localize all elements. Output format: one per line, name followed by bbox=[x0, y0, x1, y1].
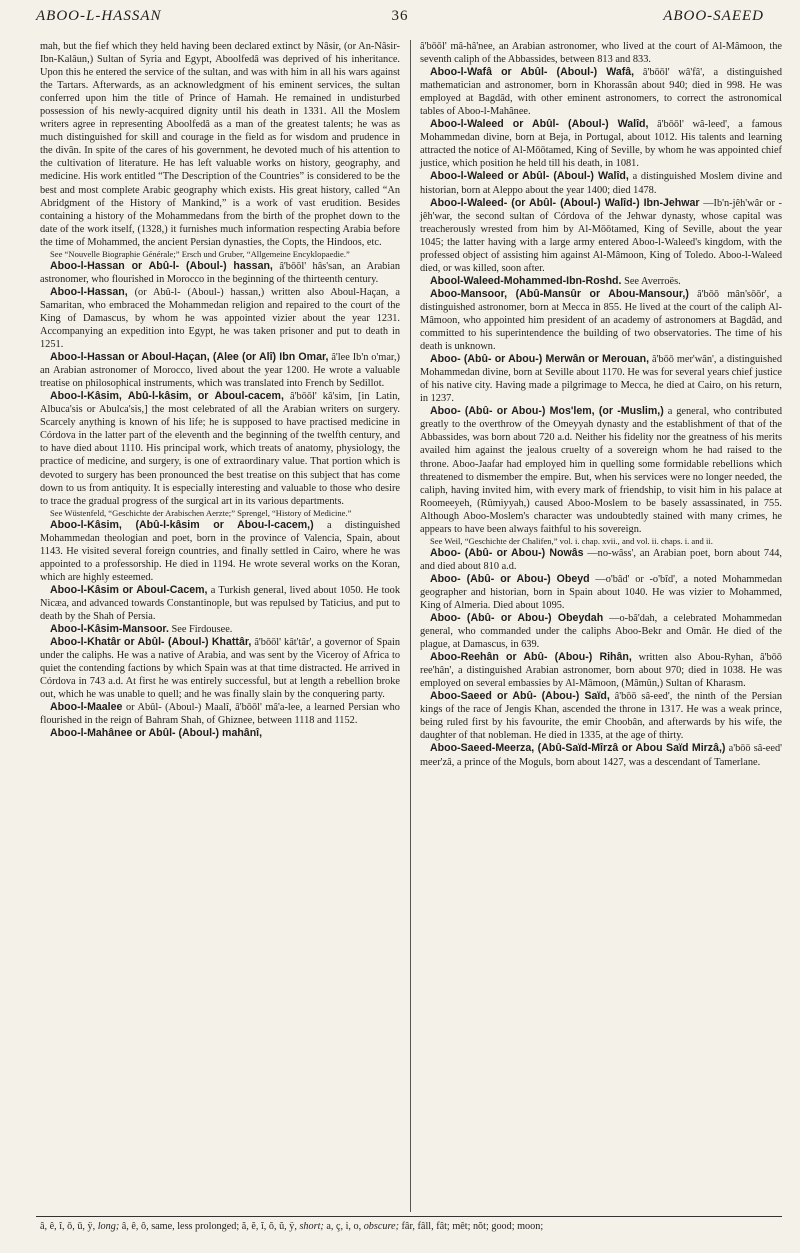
entry-pronunciation: —o-bâ'dah, bbox=[609, 613, 658, 625]
entry-pronunciation: â'lee Ib'n o'mar,) bbox=[331, 352, 400, 364]
entry-definition: the second sultan of Córdova of the Jehwar dynasty, whose capital was treacherously wrested from him by Al-Mōōtamed, King of Seville, about the year 1045; the latter having with a large army entered Aboo-l-Waleed's kingdom, with the professed object of assisting him against Al-Mâmoon, King of Toledo. Aboo-l-Waleed died, or was killed, soon after. bbox=[420, 210, 782, 274]
entry-definition: a distinguished Mohammedan divine, born at Seville about 1170. He was for several years chief justice of his native city. Having made a pilgrimage to Mecca, he died at Cairo, on his return, in 1237. bbox=[420, 354, 783, 405]
dictionary-entry bbox=[420, 651, 782, 690]
entry-definition: a distinguished Mohammedan theologian and poet, born in the province of Valencia, Spain, about 1143. He visited several foreign countries, and finally settled in Cairo, where he was appointed to a professorship. He died in 1194. He wrote several works on the Koran, which are highly esteemed. bbox=[40, 519, 400, 583]
continued-text: â'bōōl' mâ-hâ'nee, an Arabian astronomer, who lived at the court of Al-Mâmoon, the seventh caliph of the Abbassides, between 813 and 833. bbox=[420, 41, 782, 66]
entry-headword: Aboo-l-Khatâr or Abûl- (Aboul-) Khattâr, bbox=[50, 636, 252, 649]
entry-definition: a Turkish general, lived about 1050. He took Nicæa, and advanced towards Constantinople, but was repulsed by Taticius, and put to death by the Shah of Persia. bbox=[40, 584, 401, 622]
entry-pronunciation: or Abûl- (Aboul-) Maalî, â'bōōl' mâ'a-lee, bbox=[125, 702, 303, 714]
dictionary-entry bbox=[40, 260, 400, 286]
entry-pronunciation: a'bōō sâ-eed' meer'zâ, bbox=[420, 743, 782, 768]
entry-definition: a learned Persian who flourished in the reign of Bahram Shah, of Ghiznee, between 1118 and 1152. bbox=[40, 702, 400, 727]
dictionary-entry bbox=[420, 690, 782, 742]
page-number: 36 bbox=[391, 8, 409, 24]
entry-pronunciation: —no-wâss', bbox=[587, 547, 637, 559]
entry-headword: Aboo- (Abû- or Abou-) Nowâs bbox=[430, 546, 584, 559]
entry-pronunciation: â'bōō mer'wân', bbox=[652, 354, 717, 366]
key-long-word: long; bbox=[97, 1221, 120, 1232]
entry-definition: See Averroës. bbox=[624, 275, 681, 287]
entry-definition: written also Abou-Ryhan, â'bōō ree'hân', a distinguished Arabian astronomer, born about 970; died in 1038. He was employed on several embassies by Al-Mâmoon, (Mâmûn,) Sultan of Kharasm. bbox=[420, 652, 782, 690]
entry-headword: Aboo- (Abû- or Abou-) Obeyd bbox=[430, 572, 590, 585]
header-left: ABOO-L-HASSAN bbox=[36, 8, 162, 24]
header-right: ABOO-SAEED bbox=[663, 8, 764, 24]
entry-definition: an Arabian astronomer, who flourished in Morocco in the beginning of the thirteenth century. bbox=[40, 260, 400, 285]
entry-definition: a prince of the Moguls, born about 1427, was a descendant of Tamerlane. bbox=[456, 756, 761, 768]
entry-definition: a general, who contributed greatly to the overthrow of the Omeyyah dynasty and the establishment of that of the Abbassides, was born about 720 a.d. Neither his fidelity nor the greatness of his merits availed him against the jealous cruelty of a sovereign whom he had raised to the throne. Aboo-Jaafar had employed him in quelling some formidable rebellions which threatened to dismember the empire. But, when his services were no longer needed, the caliph, having invited him, with every mark of friendship, to visit him in his palace at Roomeeyeh, (Rûmiyyah,) caused Aboo-Moslem to be basely assassinated, in 755. Although Aboo-Moslem's character was undoubtedly stained with many crimes, he appears to have been always faithful to his sovereign. bbox=[420, 406, 782, 535]
entry-definition: a famous Mohammedan divine, born at Beja, in Portugal, about 1012. His talents and learning attracted the notice of Al-Mōōtamed, King of Seville, by whom he was appointed chief justice, which position he held till his death, in 1081. bbox=[420, 119, 782, 170]
dictionary-entry bbox=[40, 636, 400, 701]
entry-pronunciation: â'bōō sâ-eed', bbox=[614, 691, 673, 703]
reference-note: See “Nouvelle Biographie Générale;” Ersch und Gruber, “Allgemeine Encyklopaedie.” bbox=[50, 248, 350, 259]
entry-definition: a governor of Spain under the caliphs. He was a native of Arabia, and was sent by the Viceroy of Africa to quiet the contending factions by which Spain was at that time distracted. He arrived in Córdova in 743 a.d. At first he was entirely successful, but at length a rebellion broke out, which he was unable to quell; and he was finally slain by the conquering party. bbox=[40, 637, 401, 701]
entry-headword: Aboo-l-Hassan or Aboul-Haçan, (Alee (or Alî) Ibn Omar, bbox=[50, 351, 329, 364]
key-short-word: short; bbox=[299, 1221, 324, 1232]
dictionary-entry bbox=[420, 288, 782, 353]
entry-headword: Aboo-Reehân or Abû- (Abou-) Rihân, bbox=[430, 651, 632, 664]
dictionary-entry bbox=[420, 170, 782, 196]
entry-definition: [in Latin, Albuca'sis or Abulca'sis,] the most celebrated of all the Arabian writers on surgery. Scarcely anything is known of his life; he is supposed to have practised medicine in Córdova in the latter part of the eleventh and the beginning of the twelfth century, and to have died about 1110. His principal work, which treats of anatomy, physiology, the practice of medicine, and surgery, is one of extraordinary value. That portion which is devoted to surgery has been pronounced the best treatise on this subject that has come down to us from antiquity. It is especially interesting and valuable to those who desire to trace the gradual progress of the surgical art in its various departments. bbox=[40, 391, 401, 507]
entry-headword: Aboo-l-Waleed- (or Abûl- (Aboul-) Walîd-) Ibn-Jehwar bbox=[430, 196, 700, 209]
entry-headword: Aboo-l-Kâsim or Aboul-Cacem, bbox=[50, 583, 208, 596]
entry-headword: Aboo-Mansoor, (Abû-Mansûr or Abou-Mansour,) bbox=[430, 287, 689, 300]
entry-pronunciation: —Ib'n-jêh'wâr or -jêh'war, bbox=[420, 197, 782, 222]
dictionary-entry bbox=[40, 727, 400, 740]
entry-headword: Aboo-l-Hassan, bbox=[50, 285, 128, 298]
entry-headword: Aboo-Saeed or Abû- (Abou-) Saïd, bbox=[430, 690, 610, 703]
dictionary-entry bbox=[40, 286, 400, 351]
entry-headword: Aboo-l-Hassan or Abû-l- (Aboul-) hassan, bbox=[50, 259, 273, 272]
left-column bbox=[40, 40, 400, 740]
dictionary-entry bbox=[40, 351, 400, 390]
entry-headword: Aboo-l-Wafâ or Abûl- (Aboul-) Wafâ, bbox=[430, 66, 635, 79]
entry-headword: Aboo-l-Kâsim-Mansoor. bbox=[50, 623, 169, 636]
dictionary-entry bbox=[420, 353, 782, 405]
key-obscure-word: obscure; bbox=[363, 1221, 399, 1232]
entry-definition: written also Aboul-Haçan, a Samaritan, who embraced the Mohammedan religion and repaired to the court of the King of Damascus, by whom he was appointed vizier about the year 1231. Accompanying an expedition into Egypt, he was taken prisoner and put to death in 1251. bbox=[40, 286, 400, 351]
dictionary-entry bbox=[420, 547, 782, 573]
dictionary-entry bbox=[420, 197, 782, 275]
entry-headword: Aboo- (Abû- or Abou-) Mos'lem, (or -Muslim,) bbox=[430, 405, 664, 418]
entry-headword: Aboo-l-Waleed or Abûl- (Aboul-) Walîd, bbox=[430, 118, 649, 131]
entry-headword: Abool-Waleed-Mohammed-Ibn-Roshd. bbox=[430, 274, 622, 287]
entry-definition: an Arabian astronomer of Morocco, lived about the year 1200. He wrote a valuable treatise on philosophical instruments, which was translated into French by Sedillot. bbox=[40, 365, 400, 390]
entry-definition: a distinguished Moslem divine and historian, born at Aleppo about the year 1400; died 1478. bbox=[420, 171, 782, 196]
entry-definition: See Firdousee. bbox=[171, 624, 233, 636]
entry-definition: a distinguished mathematician and astronomer, born in Khorassân about 940; died in 998. He was employed at Bagdâd, with other eminent astronomers, to correct the astronomical tables of Aboo-l-Mahânee. bbox=[420, 67, 782, 118]
key-long-vowels: â, ê, î, ō, ū, ÿ, bbox=[40, 1221, 96, 1232]
dictionary-entry bbox=[420, 275, 782, 288]
entry-pronunciation: â'bōōl' wâ-leed', bbox=[657, 119, 730, 131]
entry-definition: an Arabian poet, born about 744, and died about 810 a.d. bbox=[420, 547, 782, 572]
entry-headword: Aboo-l-Kâsim, Abû-l-kâsim, or Aboul-cacem, bbox=[50, 390, 284, 403]
dictionary-entry bbox=[420, 573, 782, 612]
dictionary-entry bbox=[40, 584, 400, 623]
pronunciation-key bbox=[40, 1221, 782, 1232]
dictionary-entry bbox=[420, 612, 782, 651]
dictionary-entry bbox=[420, 405, 782, 535]
running-header bbox=[36, 8, 764, 30]
entry-definition: a distinguished astronomer, born at Mecca in 855. He lived at the court of the caliph Al-Mâmoon, who appointed him president of an academy of astronomers at Bagdâd, and committed to his superintendence the building of two observatories. The time of his death is unknown. bbox=[420, 288, 782, 353]
entry-pronunciation: (or Abû-l- (Aboul-) hassan,) bbox=[134, 286, 265, 298]
entry-headword: Aboo-Saeed-Meerza, (Abû-Saïd-Mîrzâ or Abou Saïd Mirzâ,) bbox=[430, 742, 726, 755]
entry-pronunciation: â'bōōl' hâs'san, bbox=[279, 260, 345, 272]
entry-pronunciation: â'bōō mân'sōōr', bbox=[697, 288, 770, 300]
entry-pronunciation: â'bōōl' kât'târ', bbox=[254, 637, 314, 649]
dictionary-entry bbox=[40, 623, 400, 636]
entry-headword: Aboo- (Abû- or Abou-) Merwân or Merouan, bbox=[430, 353, 650, 366]
dictionary-entry bbox=[420, 66, 782, 118]
entry-pronunciation: â'bōōl' wâ'fâ', bbox=[642, 67, 705, 79]
entry-headword: Aboo-l-Waleed or Abûl- (Aboul-) Walîd, bbox=[430, 170, 629, 183]
footer-rule bbox=[36, 1216, 782, 1217]
entry-headword: Aboo-l-Kâsim, (Abû-l-kâsim or Abou-l-cacem,) bbox=[50, 518, 314, 531]
dictionary-entry bbox=[40, 519, 400, 584]
key-short-rest: a, ç, i, o, bbox=[326, 1221, 362, 1232]
entry-definition: a celebrated Mohammedan general, who commanded under the caliphs Aboo-Bekr and Omâr. He died of the plague, at Damascus, in 639. bbox=[420, 613, 782, 651]
continued-text: mah, but the fief which they held having been declared extinct by Nâsir, (or An-Nâsir-Ibn-Kalâun,) Sultan of Syria and Egypt, Aboolfedâ was deprived of his inheritance. Upon this he entered the service of the sultan, and was with him in all his wars against the Tartars. Afterwards, as an acknowledgment of his eminent services, the sultan conferred upon him the title of Prince of Hamah. He remained in undisturbed possession of his newly-acquired dignity until his death in 1331. All the Moslem writers agree in representing Aboolfedâ as a man of the greatest talents; he was as much distinguished for skill and courage in the field as for wisdom and prudence in the divân. In spite of the cares of his government, he devoted much of his attention to the cultivation of literature. He has left valuable works on history, geography, and medicine. His work entitled “The Description of the Countries” is considered to be the best and most complete Arabic geography which exists. His great history, called “An Abridgment of the History of Mankind,” is a work of vast erudition. Besides containing a history of the Mohammedans from the birth of the prophet down to the date of the work itself, (1328,) it furnishes much information respecting Arabia before the time of Mohammed, the ancient Persian dynasties, the Copts, the Hindoos, etc. bbox=[40, 41, 400, 248]
dictionary-entry bbox=[420, 742, 782, 768]
key-obscure-rest: fâr, fâll, fât; mêt; nŏt; good; moon; bbox=[401, 1221, 544, 1232]
reference-note: See Weil, “Geschichte der Chalifen,” vol. i. chap. xvii., and vol. ii. chaps. i. and ii. bbox=[430, 535, 713, 546]
dictionary-entry bbox=[40, 701, 400, 727]
right-column bbox=[420, 40, 782, 769]
entry-definition: a noted Mohammedan geographer and historian, born in Spain about 1040. He was vizier to Mohammed, King of Almeria. Died about 1095. bbox=[420, 573, 782, 611]
entry-headword: Aboo-l-Maalee bbox=[50, 701, 123, 714]
reference-note: See Wüstenfeld, “Geschichte der Arabischen Aerzte;” Sprengel, “History of Medicine.” bbox=[50, 507, 352, 518]
column-divider bbox=[410, 40, 411, 1212]
dictionary-entry bbox=[40, 390, 400, 507]
entry-definition: the ninth of the Persian kings of the race of Jengis Khan, ascended the throne in 1317. He was a weak prince, being ruled first by his favourite, the emir Choobân, and afterwards by his wife, the daughter of that nobleman. He died in 1335, at the age of thirty. bbox=[420, 691, 782, 742]
dictionary-entry bbox=[420, 118, 782, 170]
entry-headword: Aboo-l-Mahânee or Abûl- (Aboul-) mahânî, bbox=[50, 727, 263, 740]
entry-headword: Aboo- (Abû- or Abou-) Obeydah bbox=[430, 612, 604, 625]
entry-pronunciation: —o'bâd' or -o'bîd', bbox=[595, 573, 678, 585]
key-long-rest: â, ê, ô, same, less prolonged; ă, ĕ, ĭ, ŏ, ŭ, ÿ, bbox=[121, 1221, 297, 1232]
entry-pronunciation: â'bōōl' kâ'sim, bbox=[290, 391, 352, 403]
